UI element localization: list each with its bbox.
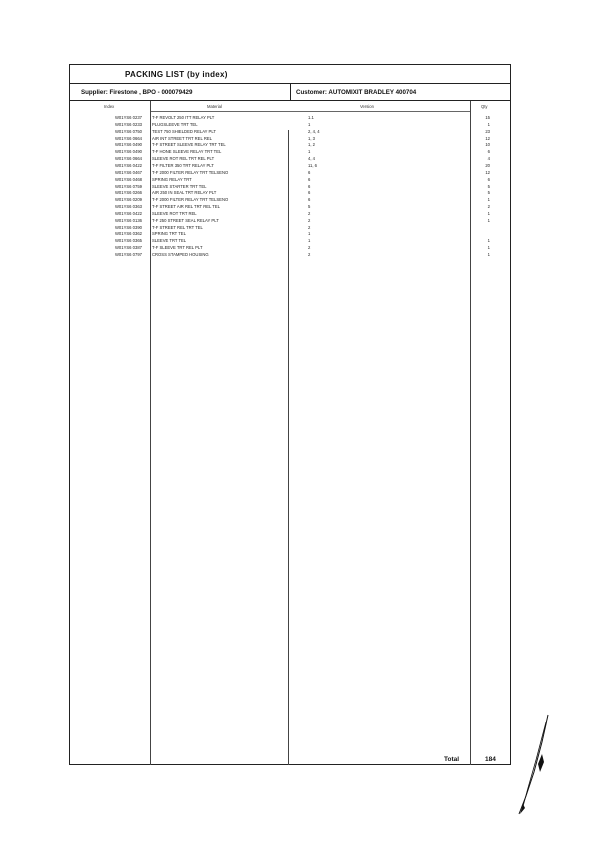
row-index: W01YS6 0387 — [114, 245, 142, 251]
row-qty: 1 — [487, 238, 490, 244]
table-row — [72, 211, 492, 218]
table-row — [72, 231, 492, 238]
row-material: CROSS STAMPED HOUSING — [152, 252, 209, 257]
row-version: 2 — [308, 252, 311, 257]
table-row — [72, 252, 492, 259]
table-row — [72, 115, 492, 122]
row-material: SPRING RELAY TRT — [152, 176, 192, 182]
column-header-index: Index — [104, 104, 115, 109]
row-version: 1 — [308, 238, 311, 244]
row-version: 1 — [308, 231, 311, 237]
row-qty: 2 — [487, 204, 490, 210]
row-index: W01YS6 0664 — [114, 156, 142, 162]
row-index: W01YS6 0209 — [114, 197, 142, 203]
table-row — [72, 149, 492, 156]
table-row — [72, 197, 492, 204]
row-qty: 10 — [485, 142, 490, 148]
row-version: 6 — [308, 183, 311, 189]
customer-label: Customer: AUTOMIXIT BRADLEY 400704 — [296, 89, 417, 96]
row-qty: 12 — [485, 169, 490, 175]
row-index: W01YS6 0468 — [114, 176, 142, 182]
row-version: 2 — [308, 210, 311, 216]
row-version: 2, 4, 4 — [308, 128, 320, 134]
row-qty: 1 — [487, 121, 490, 127]
column-header-version: Version — [360, 104, 374, 109]
supplier-label: Supplier: Firestone , BPO - 000079429 — [81, 89, 193, 96]
row-material: T-F SLEEVE TRT REL PLT — [152, 245, 203, 251]
table-row — [72, 204, 492, 211]
row-material: SLEEVE STARTER TRT TEL — [152, 183, 207, 189]
row-version: 2 — [308, 245, 311, 251]
table-row — [72, 136, 492, 143]
row-version: 11, 6 — [308, 162, 318, 168]
row-qty: 5 — [487, 183, 490, 189]
row-qty: 6 — [487, 176, 490, 182]
row-qty: 1 — [487, 210, 490, 216]
row-version: 1, 2 — [308, 142, 315, 148]
total-label: Total — [444, 756, 460, 763]
row-index: W01YS6 0797 — [114, 252, 142, 257]
row-qty: 1 — [487, 217, 490, 223]
row-index: W01YS6 0750 — [114, 128, 142, 134]
table-row — [72, 238, 492, 245]
row-material: T-F 250 STREET SEAL RELAY PLT — [152, 217, 219, 223]
table-row — [72, 225, 492, 232]
table-row — [72, 177, 492, 184]
row-qty: 1 — [487, 197, 490, 203]
row-material: T-F STREET SLEEVE RELAY TRT TEL — [152, 142, 226, 148]
row-version: 2 — [308, 217, 311, 223]
row-qty: 1 — [487, 245, 490, 251]
row-material: TEST 750 SHIELDED RELAY PLT — [152, 128, 216, 134]
row-index: W01YS6 0237 — [114, 115, 142, 120]
row-index: W01YS6 0490 — [114, 142, 142, 148]
row-index: W01YS6 0365 — [114, 238, 142, 244]
column-header-divider — [150, 111, 470, 112]
row-material: PLUGSLEEVE TRT TEL — [152, 121, 198, 127]
row-qty: 15 — [485, 115, 490, 120]
row-version: 1.1 — [308, 115, 314, 120]
row-version: 5 — [308, 204, 311, 210]
row-index: W01YS6 0467 — [114, 169, 142, 175]
column-header-material: Material — [207, 104, 222, 109]
row-material: T-F STREET AIR REL TRT REL TEL — [152, 204, 220, 210]
row-material: T-F FILTER 350 TRT RELAY PLT — [152, 162, 214, 168]
table-row — [72, 129, 492, 136]
row-version: 6 — [308, 176, 311, 182]
row-index: W01YS6 0362 — [114, 231, 142, 237]
total-value: 184 — [485, 756, 496, 763]
row-material: T-F 2000 FILTER RELAY TRT TELSENO — [152, 197, 229, 203]
row-version: 6 — [308, 169, 311, 175]
row-qty: 6 — [487, 149, 490, 155]
row-material: SLEEVE TRT TEL — [152, 238, 187, 244]
row-material: AIR INT STREET TRT REL REL — [152, 135, 212, 141]
row-qty: 23 — [485, 128, 490, 134]
handwritten-signature-pen-stroke — [512, 712, 552, 817]
row-material: SLEEVE ROT TRT REL — [152, 210, 197, 216]
table-row — [72, 245, 492, 252]
row-version: 1 — [308, 121, 311, 127]
row-index: W01YS6 0136 — [114, 217, 142, 223]
row-qty: 1 — [487, 252, 490, 257]
table-row — [72, 156, 492, 163]
row-qty: 20 — [485, 162, 490, 168]
row-index: W01YS6 0390 — [114, 224, 142, 230]
row-version: 2 — [308, 224, 311, 230]
row-material: SPRING TRT TEL — [152, 231, 186, 237]
row-index: W01YS6 0233 — [114, 121, 142, 127]
column-header-qty: Qty — [481, 104, 488, 109]
row-index: W01YS6 0759 — [114, 183, 142, 189]
row-version: 1, 3 — [308, 135, 315, 141]
row-version: 1 — [308, 149, 311, 155]
row-index: W01YS6 0422 — [114, 210, 142, 216]
table-row — [72, 122, 492, 129]
header-separator — [290, 84, 291, 100]
row-material: T-F REVOLT 250 ITT RELAY PLT — [152, 115, 215, 120]
row-index: W01YS6 0490 — [114, 149, 142, 155]
row-material: T-F 2000 FILTER RELAY TRT TELSENO — [152, 169, 229, 175]
row-material: T-F HONE SLEEVE RELAY TRT TEL — [152, 149, 222, 155]
row-version: 6 — [308, 190, 311, 196]
row-material: T-F STREET REL TRT TEL — [152, 224, 203, 230]
row-version: 4, 4 — [308, 156, 315, 162]
table-row — [72, 142, 492, 149]
row-version: 6 — [308, 197, 311, 203]
row-index: W01YS6 0266 — [114, 190, 142, 196]
table-row — [72, 170, 492, 177]
row-index: W01YS6 0363 — [114, 204, 142, 210]
row-material: SLEEVE ROT REL TRT REL PLT — [152, 156, 215, 162]
row-qty: 12 — [485, 135, 490, 141]
row-qty: 5 — [487, 190, 490, 196]
header-divider — [69, 100, 511, 101]
table-row — [72, 190, 492, 197]
table-row — [72, 218, 492, 225]
row-index: W01YS6 0664 — [114, 135, 142, 141]
row-material: AIR 250 IN SEAL TRT RELAY PLT — [152, 190, 217, 196]
row-qty: 4 — [487, 156, 490, 162]
table-row — [72, 163, 492, 170]
document-title: PACKING LIST (by index) — [125, 70, 228, 79]
row-index: W01YS6 0422 — [114, 162, 142, 168]
table-row — [72, 184, 492, 191]
